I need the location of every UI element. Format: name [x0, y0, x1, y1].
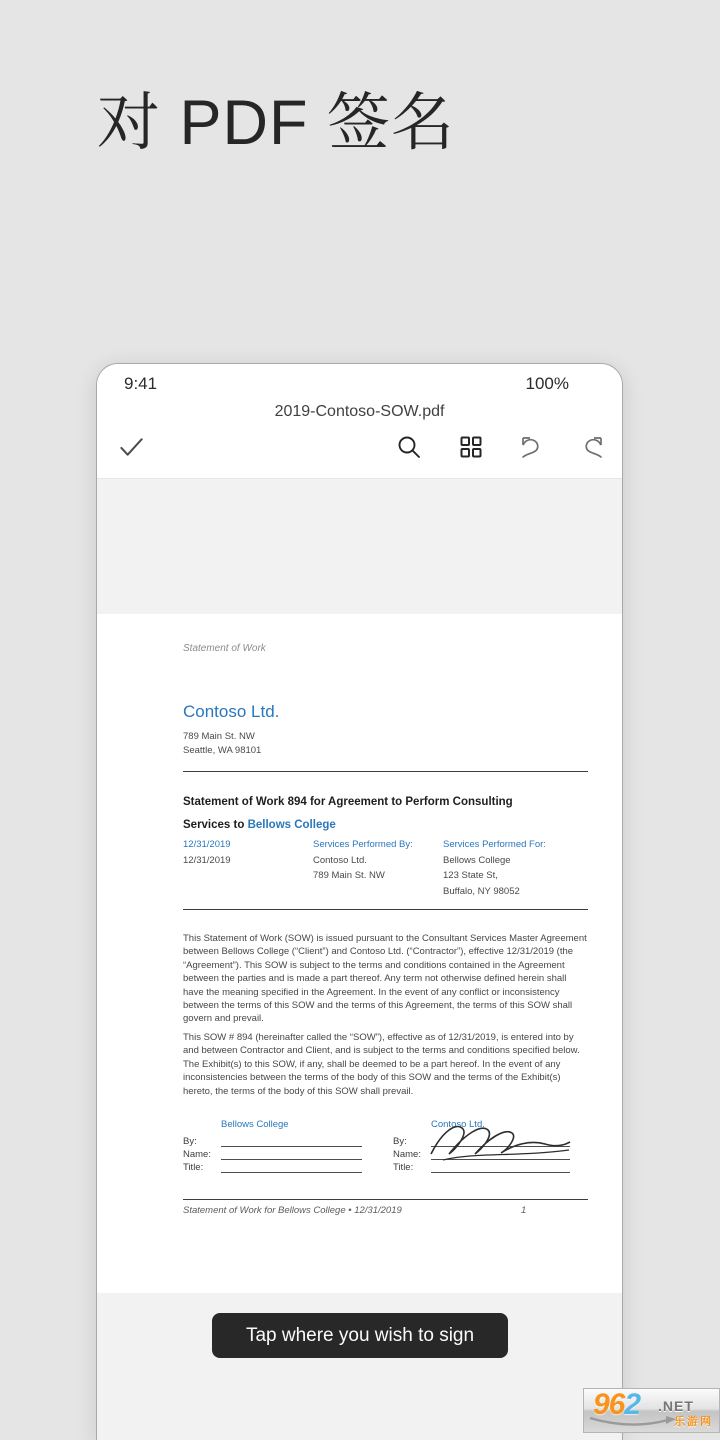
watermark-number-orange: 96: [593, 1388, 625, 1421]
signature-scribble: [427, 1120, 575, 1168]
pdf-page[interactable]: [97, 614, 622, 1293]
signature-line[interactable]: [221, 1147, 362, 1160]
info-header: Services Performed By:: [313, 839, 413, 850]
status-bar: [97, 364, 622, 394]
letterhead-address: [183, 730, 261, 758]
divider: [183, 909, 588, 910]
signature-label: By:: [393, 1136, 407, 1147]
signature-label: By:: [183, 1136, 197, 1147]
signature-line[interactable]: [221, 1160, 362, 1173]
thumbnails-icon[interactable]: [457, 433, 485, 461]
letterhead-address-line2: Seattle, WA 98101: [183, 745, 262, 756]
signature-block-client: [183, 1119, 362, 1173]
info-column-performed-for: [443, 837, 546, 899]
divider: [183, 1199, 588, 1200]
sow-heading-line2-prefix: Services to: [183, 819, 248, 831]
app-header: [97, 364, 622, 479]
signature-company: Contoso Ltd.: [431, 1119, 485, 1130]
info-column-date: [183, 837, 231, 868]
sow-paragraph-2: This SOW # 894 (hereinafter called the “SOW”), effective as of 12/31/2019, is entered into by and between Contractor and Client, and is subject to the terms and conditions specified below. The Exhibit(s) to this SOW, if any, shall be deemed to be a part hereof. In the event of any inconsistencies between the terms of the body of this SOW and the terms of the Exhibit(s) hereto, the terms of the body of this SOW shall prevail.: [183, 1032, 580, 1097]
undo-icon[interactable]: [517, 433, 545, 461]
signature-label: Title:: [393, 1162, 414, 1173]
pdf-footer-text: Statement of Work for Bellows College • 12/31/2019: [183, 1205, 402, 1216]
status-time: 9:41: [124, 374, 158, 393]
tap-to-sign-button[interactable]: Tap where you wish to sign: [212, 1313, 508, 1358]
watermark-swoosh-icon: [588, 1415, 678, 1429]
phone-mockup: [96, 363, 623, 1440]
signature-company: Bellows College: [221, 1119, 289, 1130]
page-title: 对 PDF 签名: [97, 88, 456, 158]
watermark-number-blue: 2: [624, 1388, 641, 1421]
pdf-header-label: Statement of Work: [183, 643, 266, 654]
sow-heading: [183, 791, 595, 837]
info-line: 123 State St,: [443, 870, 498, 881]
info-line: Buffalo, NY 98052: [443, 885, 520, 897]
divider: [183, 771, 588, 772]
pdf-page-number: 1: [521, 1205, 527, 1216]
redo-icon[interactable]: [579, 433, 607, 461]
watermark-site-name: 乐游网: [674, 1416, 713, 1428]
sow-paragraph-1: This Statement of Work (SOW) is issued pursuant to the Consultant Services Master Agreement between Bellows College (“Client”) and Contoso Ltd. (“Contractor”), effective 12/31/2019 (the “Agreement”). This SOW is subject to the terms and conditions contained in the Agreement between the parties and is made a part thereof. Any term not otherwise defined herein shall have the meaning specified in the Agreement. In the event of any conflict or inconsistency between the terms of this SOW and the terms of this Agreement, the terms of this SOW shall govern and prevail.: [183, 933, 587, 1025]
letterhead-company: Contoso Ltd.: [183, 702, 280, 721]
search-icon[interactable]: [395, 433, 423, 461]
info-line: 789 Main St. NW: [313, 870, 385, 881]
sow-heading-line1: Statement of Work 894 for Agreement to Perform Consulting: [183, 796, 513, 808]
info-header: Services Performed For:: [443, 839, 546, 850]
letterhead-address-line1: 789 Main St. NW: [183, 731, 255, 742]
document-title: 2019-Contoso-SOW.pdf: [274, 403, 445, 420]
info-header: 12/31/2019: [183, 839, 231, 850]
signature-label: Name:: [183, 1149, 211, 1160]
signature-label: Name:: [393, 1149, 421, 1160]
status-battery: 100%: [525, 374, 569, 393]
signature-line[interactable]: [221, 1134, 362, 1147]
pdf-viewer: [97, 479, 625, 1440]
watermark-logo: [583, 1388, 720, 1433]
info-column-performed-by: [313, 837, 413, 884]
sow-heading-client-link: Bellows College: [247, 819, 336, 831]
info-line: 12/31/2019: [183, 854, 231, 866]
signature-label: Title:: [183, 1162, 204, 1173]
info-line: Bellows College: [443, 854, 511, 866]
watermark-domain: .NET: [658, 1398, 694, 1414]
info-line: Contoso Ltd.: [313, 854, 367, 866]
confirm-icon[interactable]: [118, 435, 145, 459]
